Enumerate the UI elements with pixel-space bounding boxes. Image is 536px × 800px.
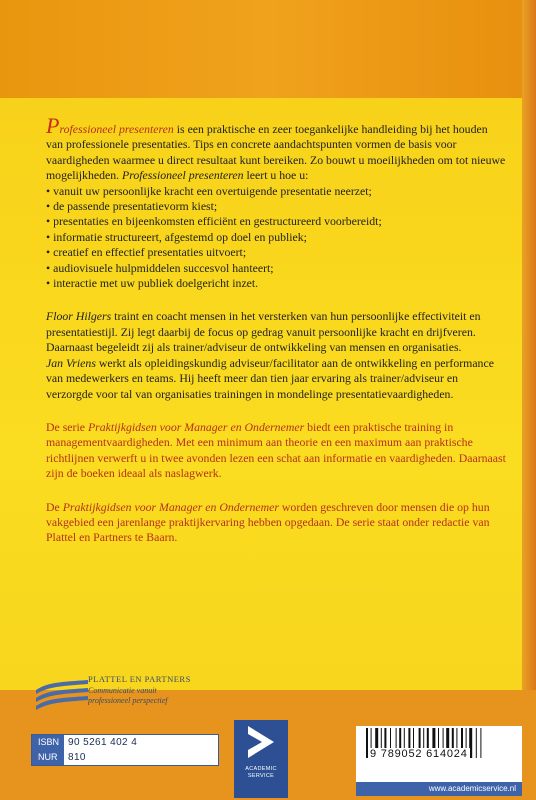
author-2-bio — [46, 356, 506, 402]
series-p2-pre: De — [46, 499, 63, 514]
isbn-row — [32, 735, 218, 750]
wave-logo-icon — [34, 676, 90, 710]
arrow-logo-icon — [234, 720, 288, 766]
list-item: • creatief en effectief presentaties uitvoert; — [46, 245, 247, 260]
series-p1-pre: De serie — [46, 419, 88, 434]
book-title-inline-2: Professioneel presenteren — [122, 168, 244, 183]
back-cover-text — [46, 113, 506, 546]
publisher-url: www.academicservice.nl — [356, 782, 522, 796]
learning-points-list — [46, 184, 506, 292]
plattel-partners-logo — [34, 672, 224, 720]
intro-paragraph — [46, 113, 506, 184]
intro-text-1: is een praktische en zeer toegankelijke handleiding bij het houden van professionele presentaties. Tips en concrete aandachtspunten vormen de basis voor vaardigheden waarmee u direct resultaat kunt bereiken. Zo bouwt u moeilijkheden om tot nieuwe mogelijkheden. — [46, 122, 506, 183]
series-p1-post: biedt een praktische training in managementvaardigheden. Met een minimum aan theorie en een maximum aan praktische richtlijnen verwerft u in twee avonden lezen een schat aan informatie en vaardigheden. Daarnaast zijn de boeken ideaal als naslagwerk. — [46, 419, 506, 481]
isbn-nur-box — [31, 734, 219, 766]
nur-row — [32, 750, 218, 765]
publisher-line-1: ACADEMIC — [245, 766, 277, 772]
academic-service-logo — [234, 720, 288, 798]
series-paragraph-1 — [46, 420, 506, 482]
intro-text-2: leert u hoe u: — [243, 168, 309, 183]
series-name: Praktijkgidsen voor Manager en Ondernemer — [62, 499, 279, 514]
author-2-name: Jan Vriens — [46, 355, 96, 370]
publisher-line-2: SERVICE — [247, 773, 275, 779]
author-1-text: traint en coacht mensen in het versterken van hun persoonlijke effectiviteit en presentatiestijl. Zij legt daarbij de focus op gedrag vanuit persoonlijke kracht en drijfveren. Daarnaast begeleidt zij als trainer/adviseur de ontwikkeling van mensen en organisaties. — [46, 309, 481, 355]
cover-top-band — [0, 0, 536, 98]
series-paragraph-2 — [46, 500, 506, 546]
list-item: • vanuit uw persoonlijke kracht een overtuigende presentatie neerzet; — [46, 183, 372, 198]
list-item: • audiovisuele hulpmiddelen succesvol hanteert; — [46, 260, 274, 275]
list-item: • informatie structureert, afgestemd op doel en publiek; — [46, 229, 307, 244]
book-title-inline: rofessioneel presenteren — [59, 122, 174, 136]
nur-value: 810 — [68, 752, 86, 763]
list-item: • de passende presentatievorm kiest; — [46, 199, 218, 214]
list-item: • presentaties en bijeenkomsten efficiënt en gestructureerd voorbereidt; — [46, 214, 382, 229]
cover-edge — [522, 0, 536, 800]
barcode-number: 9 789052 614024 — [370, 748, 468, 760]
author-1-name: Floor Hilgers — [46, 309, 112, 324]
isbn-value: 90 5261 402 4 — [68, 737, 138, 748]
logo-tagline-line-2: professioneel perspectief — [88, 696, 168, 705]
nur-label: NUR — [32, 750, 64, 765]
logo-tagline-line-1: Communicatie vanuit — [88, 686, 157, 695]
logo-name: PLATTEL EN PARTNERS — [88, 674, 191, 684]
series-name: Praktijkgidsen voor Manager en Ondernemer — [87, 419, 305, 434]
author-1-bio — [46, 309, 506, 355]
logo-tagline — [88, 686, 167, 706]
author-2-text: werkt als opleidingskundig adviseur/facilitator aan de ontwikkeling en performance van medewerkers en teams. Hij heeft meer dan tien jaar ervaring als trainer/adviseur en verzorgde voor tal van organisaties trainingen in mondelinge presentatievaardigheden. — [46, 355, 494, 401]
publisher-name — [234, 766, 288, 780]
list-item: • interactie met uw publiek doelgericht inzet. — [46, 276, 259, 291]
series-p2-post: worden geschreven door mensen die op hun vakgebied een jarenlange praktijkervaring hebben opgedaan. De serie staat onder redactie van Plattel en Partners te Baarn. — [46, 499, 490, 545]
drop-cap: P — [46, 113, 60, 138]
isbn-label: ISBN — [32, 735, 64, 750]
